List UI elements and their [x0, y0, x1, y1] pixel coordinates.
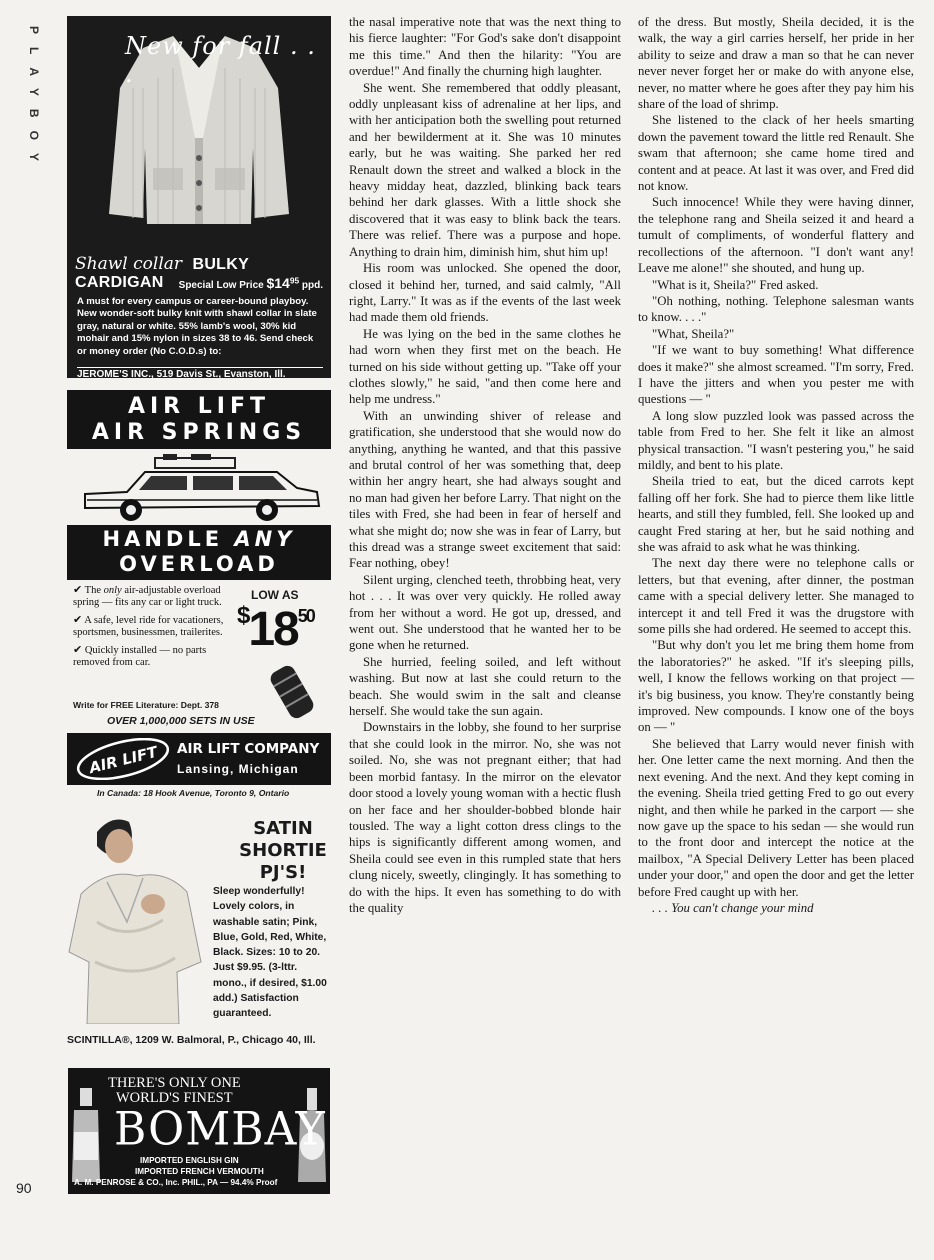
story-paragraph: of the dress. But mostly, Sheila decided, it is the walk, the way a girl carries herself, her pride in her ability to seize and draw a man so that he can never never never forget her or make do with anyone else, never, no matter where he goes after they pay him his share of the load of shrimp. [638, 15, 914, 112]
bullet2-text: A safe, level ride for vacationers, sportsmen, businessmen, trailerites. [73, 615, 224, 638]
story-paragraph: With an unwinding shiver of release and gratification, she understood that she would now do anything, anything he wanted, and that this passive and brutal control of her was something that, deep within her angry heart, she had always sought and no man had given her before Larry. That night on the tiles with Fred, she had been in fear of herself and what she might do; now she was in fear of Larry, but this dread was a strange sweet excitement that said: Fear nothing, obey! [349, 408, 621, 571]
bullet1-post: air-adjustable overload spring — fits any car or light truck. [73, 585, 222, 608]
story-paragraph: Downstairs in the lobby, she found to her surprise that she could look in the mirror. No, she was not soiled. No, she was not pregnant either; that had been morbid fantasy. In the mirror on the elevator door stood a lovely young woman with a hectic flush on her face and her shoulder-bobbed blonde hair tousled. The way a light cotton dress clings to the hips is significantly different among women, and Sheila could see even in this rumpled state that hers clung nicely, sweetly, clingingly. It has something to do with the hips. It even has something to do with the quality [349, 720, 621, 915]
airlift-low-as: LOW AS [251, 588, 299, 602]
airlift-bullet-3 [73, 644, 243, 669]
airlift-company-name: AIR LIFT COMPANY [177, 741, 320, 757]
cardigan-ad [67, 16, 331, 378]
satin-title-line2: SHORTIE [239, 840, 327, 861]
bombay-tagline-1: THERE'S ONLY ONE [108, 1075, 241, 1091]
bombay-gin-label: IMPORTED ENGLISH GIN [140, 1156, 239, 1165]
cardigan-address: JEROME'S INC., 519 Davis St., Evanston, Ill. [77, 367, 323, 378]
airlift-logo-icon [73, 738, 173, 780]
satin-address: SCINTILLA®, 1209 W. Balmoral, P., Chicago 40, Ill. [67, 1034, 316, 1046]
airlift-price-cents: 50 [297, 606, 314, 626]
story-paragraph: Silent urging, clenched teeth, throbbing heat, very hot . . . It was over very quickly. He rolled away from her without a word. He got up, dressed, and went out. She understood that he wanted her to be gone when he returned. [349, 572, 621, 653]
airlift-price-dollar: $ [237, 602, 249, 629]
cardigan-price [179, 275, 323, 291]
story-paragraph: "But why don't you let me bring them home from the laboratories?" he asked. "If it's sleeping pills, well, I know the fellows working on that project — it's big business, you know. They're constantly being improved. New compounds. I know one of the boys on — " [638, 638, 914, 735]
airlift-handle-overload-box [67, 525, 331, 580]
satin-title [239, 818, 327, 884]
airlift-price-amount: 18 [248, 603, 298, 656]
story-paragraph: "If we want to buy something! What difference does it make?" she almost screamed. "I'm sorry, Fred. I have the jitters and when you pester me with questions — " [638, 343, 914, 407]
story-paragraph: A long slow puzzled look was passed across the table from Fred to her. She felt it like an almost physical transaction. "I wasn't pestering you," he said mildly, and bent to his plate. [638, 408, 914, 472]
bullet3-text: Quickly installed — no parts removed from car. [73, 645, 207, 668]
airlift-handle-text: HANDLE [102, 527, 224, 551]
story-paragraph: She believed that Larry would never finish with her. One letter came the next morning. And then the next evening. And the next. And they kept coming in the evening. Sheila tried getting Fred to go out every night, and then while he parked in the carport — she now gave up the space to his sedan — she would run to the front door and intercept the notice at the mailbox, "A Special Delivery Letter has been placed under your door," and open the door and get the letter before Fred caught up with her. [638, 736, 914, 899]
checkmark-icon: ✔ [73, 583, 83, 596]
airlift-canada-address: In Canada: 18 Hook Avenue, Toronto 9, Ontario [97, 788, 290, 798]
airlift-price [237, 602, 314, 657]
cardigan-price-suffix: ppd. [301, 280, 323, 291]
satin-ad-copy: Sleep wonderfully! Lovely colors, in washable satin; Pink, Blue, Gold, Red, White, Black. Sizes: 10 to 20. Just $9.95. (3-lttr. mono., if desired, $1.00 add.) Satisfaction guaranteed. [213, 886, 327, 1020]
running-head-text: PLAYBOY [27, 26, 41, 174]
airlift-bullet-2 [73, 614, 243, 639]
satin-pj-ad [67, 812, 331, 1058]
airlift-ad [67, 390, 331, 800]
story-paragraph: The next day there were no telephone calls or letters, but that evening, after dinner, the postman came with a special delivery letter. She managed to intercept it and tell Fred it was the drugstore with some pills she had ordered. He seemed to accept this. [638, 556, 914, 637]
cardigan-headline: New for fall . . . [125, 32, 316, 88]
satin-pj-model-photo [67, 812, 217, 1024]
cardigan-ad-copy: A must for every campus or career-bound playboy. New wonder-soft bulky knit with shawl collar in slate gray, natural or white. 55% lamb's wool, 30% kid mohair and 15% nylon in sizes 38 to 46. Send check or money order (No C.O.D.s) to: [77, 296, 317, 357]
cardigan-price-amount: $14 [266, 275, 290, 291]
story-paragraph: Sheila tried to eat, but the diced carrots kept falling off her fork. She had to pierce them like little hearts, and still they fumbled, fell. She looked up and caught Fred staring at her, but he said nothing and she was afraid to ask what he was thinking. [638, 474, 914, 554]
airlift-company-box [67, 733, 331, 785]
page-number: 90 [16, 1180, 32, 1196]
bullet1-pre: The [84, 585, 101, 596]
checkmark-icon: ✔ [73, 643, 83, 656]
story-paragraph: His room was unlocked. She opened the door, closed it behind her, turned, and said calmly, "All right, Larry." It was as if the events of the last week had made them old friends. [349, 261, 621, 325]
satin-title-line3: PJ'S! [259, 862, 307, 883]
bullet1-em: only [103, 585, 122, 596]
airlift-overload-text: OVERLOAD [119, 552, 279, 576]
airlift-any-text: ANY [234, 527, 296, 551]
gin-bottle-icon [68, 1088, 104, 1184]
air-spring-illustration [265, 662, 319, 722]
story-paragraph: "Oh nothing, nothing. Telephone salesman wants to know. . . ." [638, 293, 914, 325]
airlift-literature-offer: Write for FREE Literature: Dept. 378 [73, 700, 219, 710]
bombay-tagline-2: WORLD'S FINEST [116, 1090, 233, 1106]
story-paragraph: She hurried, feeling soiled, and left without washing. But now at last she could return to the beach. She would swim in the salt and cleanse herself. She would take the sun again. [349, 654, 621, 719]
story-continuation-line: . . . You can't change your mind [652, 900, 814, 915]
cardigan-product-name: BULKY CARDIGAN [75, 256, 249, 291]
cardigan-price-cents: 95 [289, 275, 300, 286]
cardigan-price-label: Special Low Price [178, 280, 264, 291]
story-paragraph: She listened to the clack of her heels smarting down the pavement toward the little red Renault. She swam that afternoon; she came home tired and content and at peace. At last it was over, and Fred did not know. [638, 113, 914, 194]
airlift-banner-line2: AIR SPRINGS [91, 420, 307, 445]
story-column-middle [349, 14, 621, 916]
cardigan-script-label: Shawl collar [75, 254, 183, 274]
airlift-banner [67, 390, 331, 449]
bombay-brand-name: BOMBAY [114, 1102, 326, 1157]
station-wagon-illustration [67, 454, 331, 526]
airlift-sets-claim: OVER 1,000,000 SETS IN USE [107, 715, 255, 727]
story-paragraph: Such innocence! While they were having dinner, the telephone rang and Sheila seized it and heard a tumult of compliments, of wonderful flattery and recollections of the afternoon. "I don't want any! Leave me alone!" she shouted, and hung up. [638, 195, 914, 276]
story-paragraph: She went. She remembered that oddly pleasant, oddly unpleasant kiss of adrenaline at her lips, and with her anticipation both the swelling pout returned and her bewilderment at it. She was 10 minutes early, but he was waiting. She parked her red Renault down the street and walked a block in the heavy midday heat, dazzled, blinking back tears behind her dark glasses. With a little shock she discovered that it was easy to blink back the tears. There was relief. There was a purpose and hope. Anything to drain him, diminish him, shut him up! [349, 80, 621, 259]
story-column-right [638, 14, 914, 916]
story-paragraph: "What, Sheila?" [652, 326, 735, 341]
airlift-logo-text: AIR LIFT [87, 742, 160, 778]
bombay-gin-ad [68, 1068, 330, 1194]
airlift-banner-line1: AIR LIFT [127, 394, 271, 419]
bombay-vermouth-label: IMPORTED FRENCH VERMOUTH [135, 1167, 264, 1176]
magazine-running-head [26, 14, 42, 174]
airlift-bullets [73, 584, 243, 674]
story-paragraph: He was lying on the bed in the same clothes he had worn when they first met on the beach. He turned on his side without getting up. "Take off your clothes slowly," he said, "and then come here and help me undress." [349, 326, 621, 407]
bombay-footer: A. M. PENROSE & CO., Inc. PHIL., PA — 94.4% Proof [74, 1178, 278, 1187]
story-paragraph: "What is it, Sheila?" Fred asked. [652, 277, 819, 292]
satin-title-line1: SATIN [253, 818, 313, 839]
checkmark-icon: ✔ [73, 613, 83, 626]
airlift-bullet-1 [73, 584, 243, 609]
story-paragraph: the nasal imperative note that was the next thing to his fierce laughter: "For God's sake don't disappoint me this time." And then the hilarity: "You are overdue!" And finally the churning high laughter. [349, 15, 621, 79]
airlift-company-city: Lansing, Michigan [177, 762, 299, 776]
